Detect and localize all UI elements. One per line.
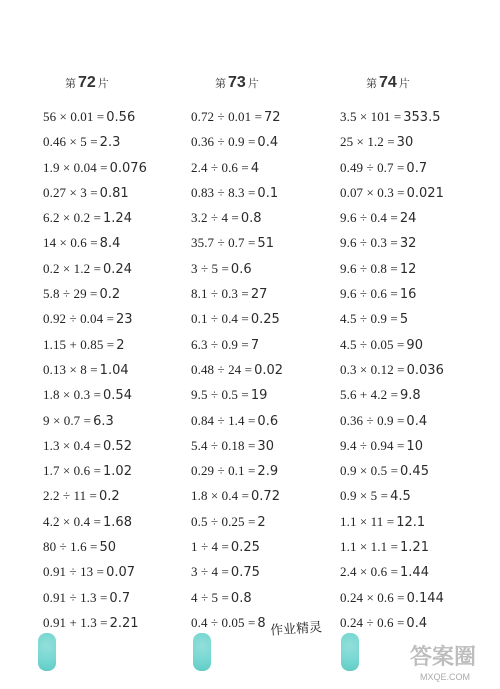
problem-expression: 2.4 ÷ 0.6 = [191,159,249,175]
problem-row [340,408,490,433]
handwritten-answer: 0.25 [250,312,280,328]
problem-row [43,256,193,281]
problem-row [43,382,193,407]
problem-expression: 0.84 ÷ 1.4 = [191,412,256,428]
problem-row [340,180,490,205]
problem-row [340,205,490,230]
handwritten-answer: 6.3 [93,413,114,429]
problem-row [340,458,490,483]
problem-expression: 9.6 ÷ 0.4 = [340,210,398,226]
header-prefix: 第 [366,78,377,90]
handwritten-answer: 24 [399,211,417,227]
handwritten-answer: 2 [116,337,125,353]
handwritten-answer: 9.8 [400,388,421,404]
problem-expression: 0.27 × 3 = [43,184,98,200]
problem-row [191,205,341,230]
handwritten-answer: 0.24 [103,261,132,277]
handwritten-answer: 0.25 [230,540,260,556]
handwritten-answer: 12 [399,261,417,277]
problem-row [43,155,193,180]
column-header [191,72,341,94]
problem-expression: 56 × 0.01 = [43,109,105,124]
problem-row [43,483,193,508]
handwritten-answer: 0.2 [99,287,121,303]
problem-expression: 1.7 × 0.6 = [43,463,102,479]
handwritten-answer: 1.44 [400,565,429,581]
problem-expression: 0.24 × 0.6 = [340,589,405,605]
handwritten-answer: 0.4 [406,615,428,631]
handwritten-answer: 0.6 [257,413,279,429]
problem-row [340,509,490,534]
problem-row [191,585,341,610]
handwritten-answer: 2.3 [99,135,121,151]
header-prefix: 第 [215,78,226,90]
problem-row [191,180,341,205]
problem-expression: 3.5 × 101 = [340,109,402,124]
handwritten-answer: 0.6 [230,261,252,277]
handwritten-answer: 0.021 [406,185,444,201]
handwritten-answer: 0.72 [251,489,280,505]
problem-expression: 4.5 ÷ 0.9 = [340,311,398,327]
problem-expression: 0.3 × 0.12 = [340,361,405,377]
problem-expression: 0.24 ÷ 0.6 = [340,614,405,630]
problem-expression: 5.4 ÷ 0.18 = [191,437,256,453]
handwritten-answer: 23 [116,312,133,328]
problem-expression: 9.6 ÷ 0.8 = [340,260,398,276]
problem-expression: 9 × 0.7 = [43,412,92,428]
problem-expression: 3 ÷ 4 = [191,564,229,580]
handwritten-answer: 0.4 [406,413,428,429]
problem-row [191,256,341,281]
problem-expression: 4.5 ÷ 0.05 = [340,336,405,352]
problem-row [43,230,193,255]
handwritten-answer: 0.45 [400,464,429,480]
problem-list [340,104,490,635]
header-suffix: 片 [97,78,109,90]
problem-expression: 6.2 × 0.2 = [43,210,102,226]
problem-row [191,382,341,407]
problem-row [340,585,490,610]
problem-row [43,180,193,205]
problem-expression: 0.9 × 0.5 = [340,463,399,479]
handwritten-answer: 0.54 [103,388,132,404]
handwritten-answer: 1.68 [103,514,132,530]
watermark-logo: 答案圈 [410,645,477,670]
handwritten-answer: 0.036 [406,362,444,378]
handwritten-signature: 作业精灵 [269,620,323,639]
problem-row [43,534,193,559]
handwritten-answer: 27 [250,287,268,303]
problem-expression: 0.5 ÷ 0.25 = [191,513,256,529]
header-suffix: 片 [247,78,259,90]
problem-row [340,306,490,331]
problem-expression: 0.29 ÷ 0.1 = [191,463,256,479]
watermark-url: MXQE.COM [420,672,471,682]
handwritten-answer: 0.02 [254,362,284,378]
problem-expression: 8.1 ÷ 0.3 = [191,286,249,302]
handwritten-answer: 12.1 [396,514,426,530]
problem-row [191,281,341,306]
problem-row [340,357,490,382]
handwritten-answer: 72 [264,110,281,125]
page-badge-icon [38,633,56,671]
problem-row [191,458,341,483]
handwritten-answer: 5 [399,312,409,328]
problem-expression: 1.9 × 0.04 = [43,159,108,175]
problem-expression: 0.91 + 1.3 = [43,614,108,630]
problem-expression: 0.92 ÷ 0.04 = [43,311,115,327]
handwritten-answer: 7 [250,337,260,353]
problem-row [340,155,490,180]
problem-expression: 0.36 ÷ 0.9 = [191,134,256,150]
problem-expression: 1.3 × 0.4 = [43,437,102,453]
handwritten-answer: 0.81 [99,185,129,201]
problem-expression: 14 × 0.6 = [43,235,98,251]
problem-row [191,129,341,154]
problem-row [340,129,490,154]
problem-expression: 9.6 ÷ 0.6 = [340,286,398,302]
handwritten-answer: 1.02 [103,464,132,480]
problem-row [340,281,490,306]
header-prefix: 第 [65,78,76,90]
problem-row [43,509,193,534]
handwritten-answer: 10 [406,438,423,454]
problem-row [43,357,193,382]
problem-expression: 1 ÷ 4 = [191,539,229,555]
problem-expression: 0.91 ÷ 13 = [43,564,105,580]
problem-row [191,559,341,584]
problem-row [191,230,341,255]
handwritten-answer: 0.52 [103,438,132,454]
page-badge-icon [341,633,359,671]
problem-row [191,433,341,458]
problem-expression: 4.2 × 0.4 = [43,513,102,529]
handwritten-answer: 8 [257,615,266,631]
problem-row [340,256,490,281]
problem-expression: 3.2 ÷ 4 = [191,210,239,226]
problem-row [43,306,193,331]
problem-row [191,155,341,180]
handwritten-answer: 51 [257,236,274,252]
column-day-73 [191,72,341,635]
column-day-72 [43,72,193,635]
problem-row [43,332,193,357]
handwritten-answer: 30 [257,438,274,454]
handwritten-answer: 1.21 [400,540,429,556]
problem-list [191,104,341,635]
problem-expression: 0.9 × 5 = [340,488,389,504]
page-badge-icon [193,633,211,671]
handwritten-answer: 1.24 [103,211,132,227]
handwritten-answer: 353.5 [403,110,441,125]
problem-row [191,357,341,382]
problem-row [340,559,490,584]
problem-expression: 0.07 × 0.3 = [340,184,405,200]
problem-row [191,104,341,129]
problem-expression: 2.4 × 0.6 = [340,564,399,580]
handwritten-answer: 2.21 [109,615,139,631]
problem-row [340,332,490,357]
problem-row [43,458,193,483]
problem-expression: 1.8 × 0.4 = [191,488,250,504]
handwritten-answer: 0.076 [109,160,147,176]
handwritten-answer: 30 [396,135,414,151]
handwritten-answer: 1.04 [99,362,129,378]
problem-row [340,382,490,407]
handwritten-answer: 0.7 [109,590,131,606]
problem-expression: 0.83 ÷ 8.3 = [191,184,256,200]
problem-expression: 0.2 × 1.2 = [43,260,102,276]
problem-row [43,433,193,458]
problem-expression: 35.7 ÷ 0.7 = [191,235,256,251]
problem-expression: 1.8 × 0.3 = [43,387,102,403]
handwritten-answer: 50 [99,540,117,556]
problem-row [43,559,193,584]
problem-row [43,408,193,433]
handwritten-answer: 0.56 [106,110,136,125]
problem-expression: 5.6 + 4.2 = [340,387,399,403]
handwritten-answer: 0.7 [406,160,428,176]
column-header [340,72,490,94]
problem-row [191,306,341,331]
handwritten-answer: 0.8 [230,590,252,606]
problem-expression: 0.4 ÷ 0.05 = [191,614,256,630]
handwritten-answer: 0.8 [240,211,262,227]
column-day-74 [340,72,490,635]
handwritten-answer: 0.144 [406,590,444,606]
problem-expression: 6.3 ÷ 0.9 = [191,336,249,352]
handwritten-answer: 16 [399,287,417,303]
problem-row [340,230,490,255]
handwritten-answer: 0.07 [106,565,136,581]
problem-row [340,534,490,559]
problem-row [340,433,490,458]
handwritten-answer: 2 [257,514,266,530]
problem-row [340,483,490,508]
handwritten-answer: 4 [250,160,260,176]
handwritten-answer: 0.4 [257,135,279,151]
problem-row [340,610,490,635]
problem-expression: 25 × 1.2 = [340,134,395,150]
header-number: 72 [78,74,96,91]
problem-row [43,104,193,129]
problem-row [43,281,193,306]
problem-list [43,104,193,635]
problem-row [43,129,193,154]
handwritten-answer: 8.4 [99,236,121,252]
handwritten-answer: 19 [250,388,268,404]
problem-expression: 3 ÷ 5 = [191,260,229,276]
problem-expression: 5.8 ÷ 29 = [43,286,98,302]
problem-expression: 1.1 × 1.1 = [340,539,399,555]
problem-expression: 80 ÷ 1.6 = [43,539,98,555]
problem-expression: 9.4 ÷ 0.94 = [340,437,405,453]
problem-expression: 0.1 ÷ 0.4 = [191,311,249,327]
handwritten-answer: 0.1 [257,185,279,201]
problem-row [191,509,341,534]
problem-row [191,483,341,508]
problem-expression: 0.46 × 5 = [43,134,98,150]
problem-row [43,585,193,610]
handwritten-answer: 0.2 [98,489,120,505]
problem-expression: 4 ÷ 5 = [191,589,229,605]
column-header [43,72,193,94]
problem-row [191,534,341,559]
problem-expression: 9.5 ÷ 0.5 = [191,387,249,403]
handwritten-answer: 32 [399,236,417,252]
handwritten-answer: 90 [406,337,423,353]
problem-row [191,332,341,357]
problem-expression: 0.48 ÷ 24 = [191,361,253,377]
header-number: 74 [379,74,397,91]
problem-expression: 1.15 + 0.85 = [43,336,115,352]
problem-expression: 2.2 ÷ 11 = [43,488,97,504]
problem-expression: 0.49 ÷ 0.7 = [340,159,405,175]
problem-expression: 0.13 × 8 = [43,361,98,377]
problem-expression: 0.72 ÷ 0.01 = [191,109,263,124]
header-suffix: 片 [398,78,410,90]
handwritten-answer: 0.75 [230,565,260,581]
handwritten-answer: 4.5 [390,489,411,505]
header-number: 73 [228,74,246,91]
problem-expression: 0.91 ÷ 1.3 = [43,589,108,605]
problem-expression: 9.6 ÷ 0.3 = [340,235,398,251]
problem-row [43,610,193,635]
problem-expression: 1.1 × 11 = [340,513,395,529]
problem-row [340,104,490,129]
handwritten-answer: 2.9 [257,464,279,480]
problem-row [43,205,193,230]
problem-row [191,408,341,433]
problem-expression: 0.36 ÷ 0.9 = [340,412,405,428]
